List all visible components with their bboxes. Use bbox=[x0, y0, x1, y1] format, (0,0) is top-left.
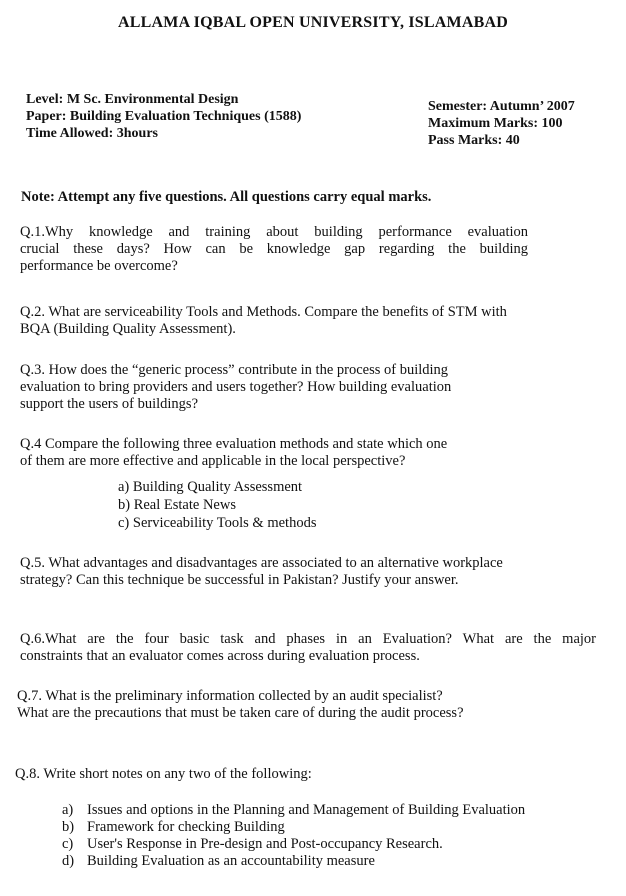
option-text: Building Evaluation as an accountability measure bbox=[87, 853, 375, 869]
question-1-line-3: performance be overcome? bbox=[20, 258, 178, 274]
question-7-line-1: Q.7. What is the preliminary information collected by an audit specialist? bbox=[17, 688, 443, 704]
question-2-line-1: Q.2. What are serviceability Tools and Methods. Compare the benefits of STM with bbox=[20, 304, 507, 320]
question-7-line-2: What are the precautions that must be taken care of during the audit process? bbox=[17, 705, 464, 721]
question-4-options bbox=[118, 478, 316, 532]
pass-marks-line: Pass Marks: 40 bbox=[428, 133, 520, 148]
question-2-line-2: BQA (Building Quality Assessment). bbox=[20, 321, 236, 337]
exam-details-left bbox=[26, 91, 301, 142]
level-line: Level: M Sc. Environmental Design bbox=[26, 92, 239, 107]
question-4 bbox=[20, 436, 595, 470]
max-marks-line: Maximum Marks: 100 bbox=[428, 116, 563, 131]
question-1-line-1: Q.1.Why knowledge and training about building performance evaluation bbox=[20, 224, 528, 240]
question-2 bbox=[20, 304, 595, 338]
question-6-line-1: Q.6.What are the four basic task and phases in an Evaluation? What are the major bbox=[20, 631, 596, 647]
option-letter: a) bbox=[62, 802, 74, 818]
question-7 bbox=[17, 688, 592, 722]
option-text: Framework for checking Building bbox=[87, 819, 285, 835]
question-8-options bbox=[62, 802, 525, 870]
question-5-line-2: strategy? Can this technique be successful in Pakistan? Justify your answer. bbox=[20, 572, 459, 588]
question-6 bbox=[20, 631, 596, 665]
question-8-option-b bbox=[62, 819, 525, 836]
question-4-option-b: b) Real Estate News bbox=[118, 497, 236, 513]
question-8-option-c bbox=[62, 836, 525, 853]
paper-line: Paper: Building Evaluation Techniques (1588) bbox=[26, 109, 302, 124]
question-4-option-c: c) Serviceability Tools & methods bbox=[118, 515, 317, 531]
university-title: ALLAMA IQBAL OPEN UNIVERSITY, ISLAMABAD bbox=[118, 14, 508, 31]
instructions-note: Note: Attempt any five questions. All questions carry equal marks. bbox=[21, 189, 432, 205]
time-line: Time Allowed: 3hours bbox=[26, 126, 158, 141]
option-text: User's Response in Pre-design and Post-occupancy Research. bbox=[87, 836, 443, 852]
question-1-line-2: crucial these days? How can be knowledge gap regarding the building bbox=[20, 241, 528, 257]
question-8-option-d bbox=[62, 853, 525, 870]
question-8-option-a bbox=[62, 802, 525, 819]
option-letter: d) bbox=[62, 853, 75, 869]
question-4-line-2: of them are more effective and applicable in the local perspective? bbox=[20, 453, 406, 469]
question-3-line-1: Q.3. How does the “generic process” contribute in the process of building bbox=[20, 362, 449, 378]
exam-details-right bbox=[428, 98, 575, 149]
semester-line: Semester: Autumn’ 2007 bbox=[428, 99, 575, 114]
question-8-line-1: Q.8. Write short notes on any two of the following: bbox=[15, 766, 312, 782]
question-6-line-2: constraints that an evaluator comes across during evaluation process. bbox=[20, 648, 420, 664]
question-4-line-1: Q.4 Compare the following three evaluation methods and state which one bbox=[20, 436, 448, 452]
question-1 bbox=[20, 224, 528, 275]
option-letter: c) bbox=[62, 836, 74, 852]
question-3-line-2: evaluation to bring providers and users together? How building evaluation bbox=[20, 379, 452, 395]
question-3-line-3: support the users of buildings? bbox=[20, 396, 199, 412]
question-8 bbox=[15, 766, 590, 783]
option-text: Issues and options in the Planning and Management of Building Evaluation bbox=[87, 802, 526, 818]
question-4-option-a: a) Building Quality Assessment bbox=[118, 479, 303, 495]
option-letter: b) bbox=[62, 819, 75, 835]
question-3 bbox=[20, 362, 595, 413]
question-5 bbox=[20, 555, 595, 589]
question-5-line-1: Q.5. What advantages and disadvantages are associated to an alternative workplace bbox=[20, 555, 503, 571]
